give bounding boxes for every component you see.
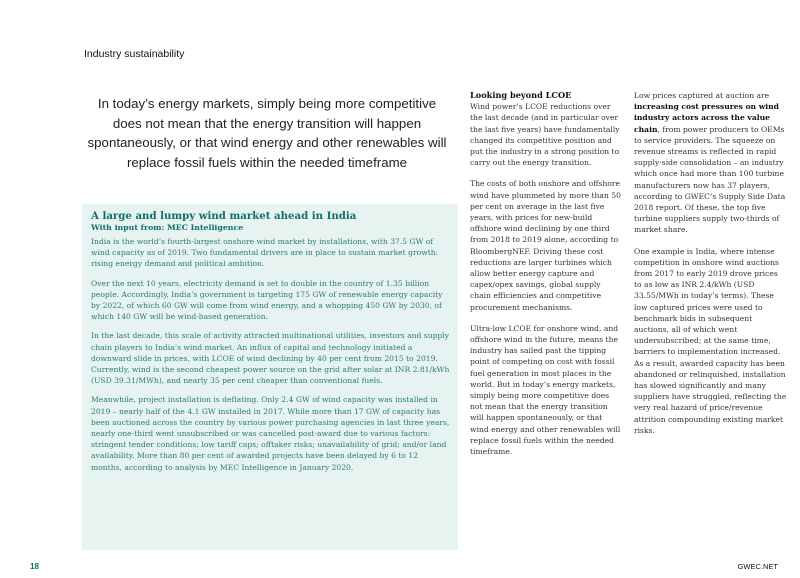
section-header: Industry sustainability	[84, 48, 185, 60]
body-paragraph: One example is India, where intense competition in onshore wind auctions from 2017 to early 2019 drove prices to as low as INR 2.4/kWh (USD 33.55/MWh in today’s terms). These low captured prices were used to benchmark bids in subsequent auctions, all of which went undersubscribed; at the same time, barriers to implementation increased. As a result, awarded capacity has been abandoned or relinquished, installation has slowed significantly and many suppliers have struggled, reflecting the very real hazard of price/revenue attrition compounding existing market risks.	[634, 246, 787, 435]
text-run: , from power producers to OEMs to service providers. The squeeze on revenue streams is reflected in rapid supply-side consolidation – an industry which once had more than 100 turbine manufacturers now has 37 players, according to GWEC’s Supply Side Data 2018 report. Of these, the top five turbine suppliers supply two-thirds of market share.	[634, 124, 786, 235]
box-paragraph: India is the world’s fourth-largest onshore wind market by installations, with 37.5 GW of wind capacity as of 2019. Two fundamental drivers are in place to sustain market growth: rising energy demand and political ambition.	[91, 237, 439, 269]
bold-highlight: increasing cost pressures on wind industry actors across the value chain	[634, 102, 779, 134]
right-column	[634, 90, 787, 446]
india-sidebar-box	[82, 204, 458, 550]
box-subtitle: With input from: MEC Intelligence	[91, 223, 244, 232]
body-paragraph: Wind power’s LCOE reductions over the last decade (and in particular over the last five years) have fundamentally changed its competitive position and put the industry in a strong position to carry out the energy transition.	[470, 102, 620, 168]
pull-quote: In today’s energy markets, simply being more competitive does not mean that the energy transition will happen spontaneously, or that wind energy and other renewables will replace fossil fuels within the needed timeframe	[87, 96, 447, 170]
body-paragraph: Ultra-low LCOE for onshore wind, and offshore wind in the future, means the industry has sailed past the tipping point of competing on cost with fossil fuel generation in most places in the world. But in today’s energy markets, simply being more competitive does not mean that the energy transition will happen spontaneously, or that wind energy and other renewables will replace fossil fuels within the needed timeframe.	[470, 323, 621, 457]
section-title: Looking beyond LCOE	[470, 90, 572, 100]
body-paragraph: The costs of both onshore and offshore wind have plummeted by more than 50 per cent on average in the last five years, with prices for new-build offshore wind declining by one third from 2018 to 2019 alone, according to BloombergNEF. Driving these cost reductions are larger turbines which allow better energy capture and capex/opex savings, global supply chain efficiencies and competitive procurement mechanisms.	[470, 179, 621, 312]
body-paragraph	[634, 90, 787, 236]
box-paragraph: Over the next 10 years, electricity demand is set to double in the country of 1.35 billion people. Accordingly, India’s government is targeting 175 GW of renewable energy capacity by 2022, of which 60 GW will come from wind energy, and a whopping 450 GW by 2030, of which 140 GW will be wind-based generation.	[91, 278, 443, 322]
box-title: A large and lumpy wind market ahead in India	[91, 210, 357, 222]
text-run: Low prices captured at auction are	[634, 91, 770, 100]
box-paragraph: Meanwhile, project installation is deflating. Only 2.4 GW of wind capacity was installed in 2019 – nearly half of the 4.1 GW installed in 2017. While more than 17 GW of capacity has been auctioned across the country by various power purchasing agencies in last three years, nearly one-third went unsubscribed or was cancelled post-award due to various factors: stringent tender conditions; low tariff caps; offtaker risks; unavailability of grid; and/or land availability. More than 80 per cent of awarded projects have been delayed by 6 to 12 months, according to analysis by MEC Intelligence in January 2020.	[91, 395, 450, 472]
site-link[interactable]: GWEC.NET	[737, 562, 778, 571]
page-number: 18	[30, 562, 39, 571]
middle-column	[470, 90, 623, 467]
box-paragraph: In the last decade, this scale of activity attracted multinational utilities, investors and supply chain players to India’s wind market. An influx of capital and technology initiated a downward slide in prices, with LCOE of wind declining by 40 per cent from 2015 to 2019. Currently, wind is the second cheapest power source on the grid after solar at INR 2.81/kWh (USD 39.31/MWh), and nearly 35 per cent cheaper than conventional fuels.	[91, 331, 450, 386]
